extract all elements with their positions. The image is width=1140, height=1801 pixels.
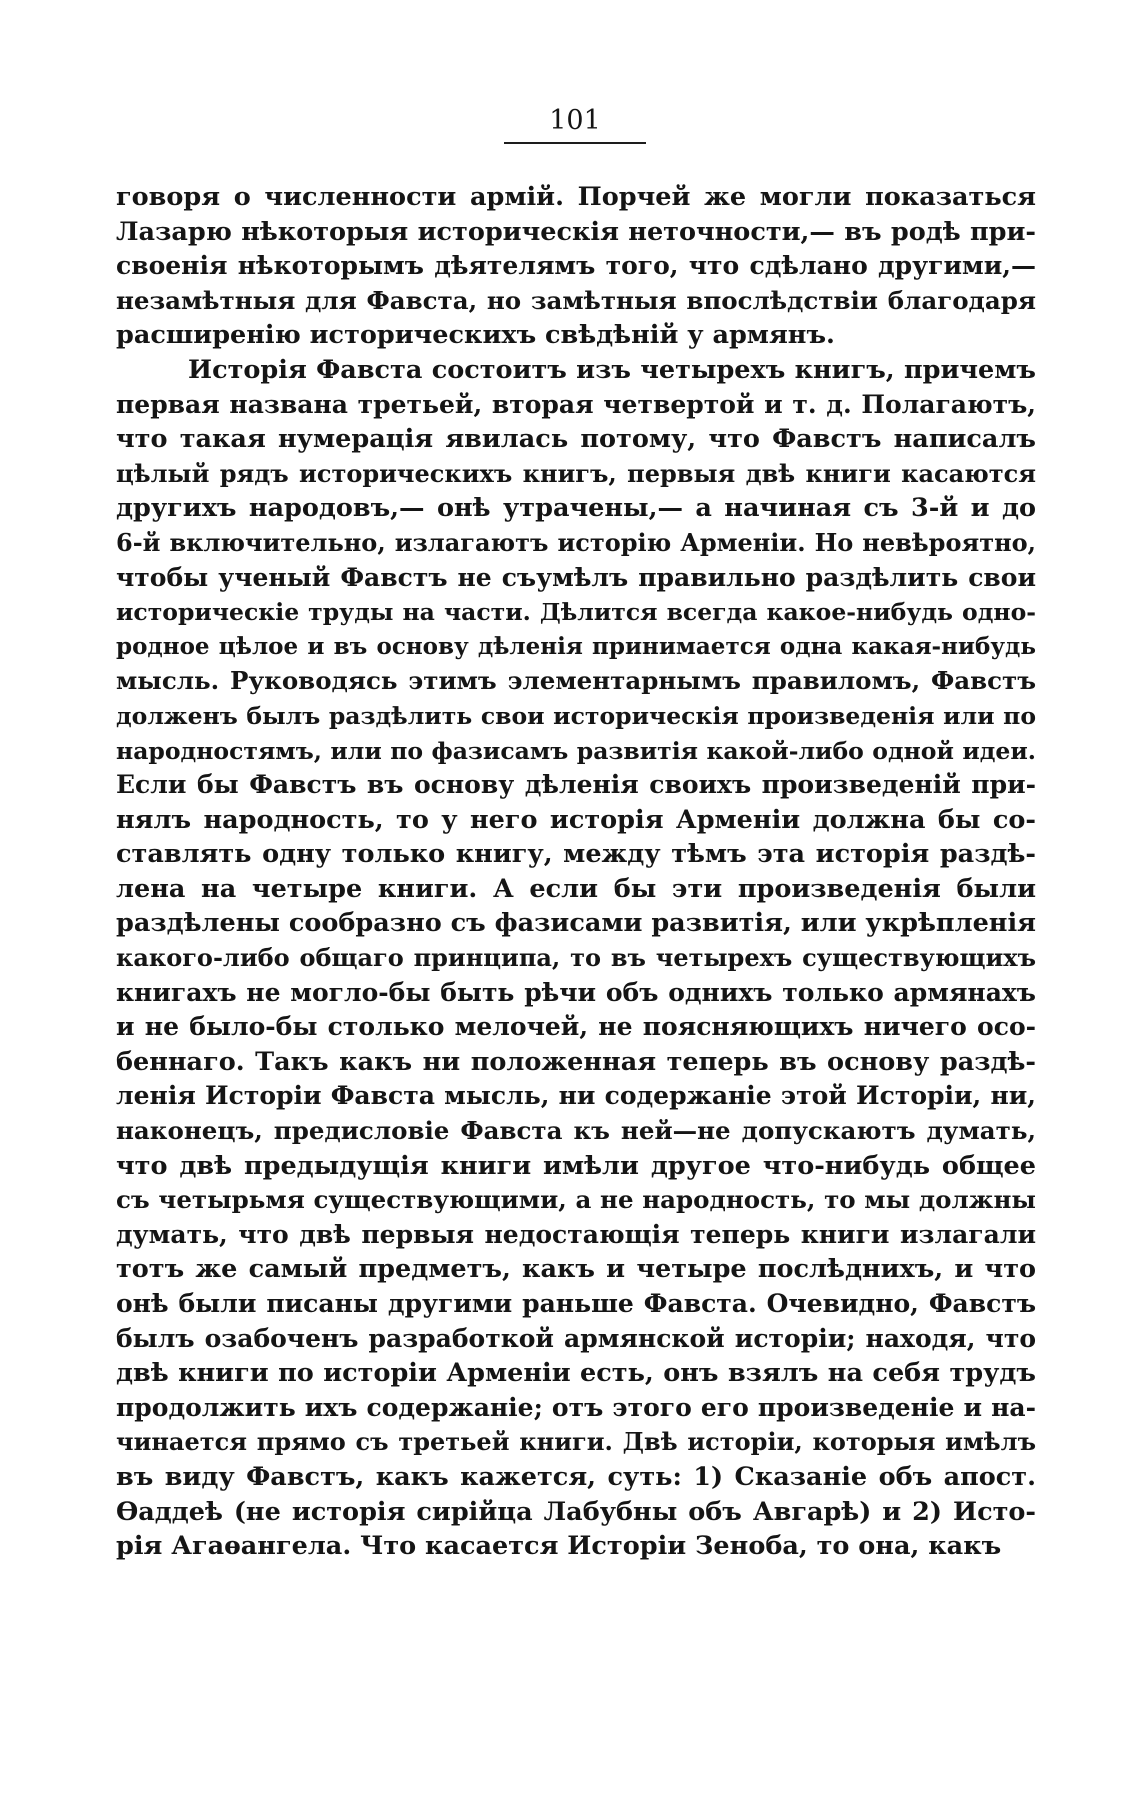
text-line: тотъ же самый предметъ, какъ и четыре послѣднихъ, и что: [116, 1254, 1036, 1285]
text-line: 6-й включительно, излагаютъ исторію Арменіи. Но невѣроятно,: [116, 527, 1036, 557]
text-line: ставлять одну только книгу, между тѣмъ эта исторія раздѣ-: [116, 839, 1036, 870]
text-line: Исторія Фавста состоитъ изъ четырехъ книгъ, причемъ: [188, 354, 1036, 385]
text-line: какого-либо общаго принципа, то въ четырехъ существующихъ: [116, 943, 1036, 973]
text-line: народностямъ, или по фазисамъ развитія какой-либо одной идеи.: [116, 736, 1036, 765]
text-line: лена на четыре книги. А если бы эти произведенія были: [116, 873, 1036, 904]
paragraph: [116, 180, 1036, 353]
text-line: онѣ были писаны другими раньше Фавста. Очевидно, Фавстъ: [116, 1289, 1036, 1318]
text-line: былъ озабоченъ разработкой армянской исторіи; находя, что: [116, 1323, 1036, 1353]
text-line: думать, что двѣ первыя недостающія теперь книги излагали: [116, 1219, 1036, 1249]
text-line: историческіе труды на части. Дѣлится всегда какое-нибудь одно-: [116, 598, 1036, 627]
text-line: рія Агаѳангела. Что касается Исторіи Зеноба, то она, какъ: [116, 1531, 1002, 1562]
text-line: двѣ книги по исторіи Арменіи есть, онъ взялъ на себя трудъ: [116, 1358, 1036, 1389]
text-line: беннаго. Такъ какъ ни положенная теперь въ основу раздѣ-: [116, 1046, 1036, 1077]
text-line: Ѳаддеѣ (не исторія сирійца Лабубны объ Авгарѣ) и 2) Исто-: [116, 1496, 1036, 1527]
text-line: расширенію историческихъ свѣдѣній у армянъ.: [116, 320, 835, 351]
text-line: мысль. Руководясь этимъ элементарнымъ правиломъ, Фавстъ: [116, 666, 1036, 696]
text-line: что двѣ предыдущія книги имѣли другое что-нибудь общее: [116, 1150, 1036, 1181]
page-number: 101: [549, 105, 601, 136]
text-line: въ виду Фавстъ, какъ кажется, суть: 1) Сказаніе объ апост.: [116, 1461, 1036, 1492]
text-line: незамѣтныя для Фавста, но замѣтныя впослѣдствіи благодаря: [116, 285, 1036, 315]
text-line: продолжить ихъ содержаніе; отъ этого его произведеніе и на-: [116, 1392, 1036, 1422]
paragraph: [116, 353, 1036, 1564]
text-line: что такая нумерація явилась потому, что Фавстъ написалъ: [116, 424, 1036, 455]
text-line: первая названа третьей, вторая четвертой и т. д. Полагаютъ,: [116, 389, 1036, 419]
text-line: Лазарю нѣкоторыя историческія неточности,— въ родѣ при-: [116, 216, 1036, 247]
text-line: своенія нѣкоторымъ дѣятелямъ того, что сдѣлано другими,—: [116, 251, 1036, 281]
text-line: съ четырьмя существующими, а не народность, то мы должны: [116, 1185, 1036, 1215]
text-line: наконецъ, предисловіе Фавста къ ней—не допускаютъ думать,: [116, 1116, 1036, 1146]
text-line: книгахъ не могло-бы быть рѣчи объ однихъ только армянахъ: [116, 977, 1036, 1007]
text-line: цѣлый рядъ историческихъ книгъ, первыя двѣ книги касаются: [116, 458, 1036, 488]
text-line: говоря о численности армій. Порчей же могли показаться: [116, 182, 1036, 212]
text-line: чинается прямо съ третьей книги. Двѣ исторіи, которыя имѣлъ: [116, 1427, 1036, 1457]
text-line: долженъ былъ раздѣлить свои историческія произведенія или по: [116, 701, 1036, 730]
text-line: чтобы ученый Фавстъ не съумѣлъ правильно раздѣлить свои: [116, 562, 1036, 592]
text-line: раздѣлены сообразно съ фазисами развитія, или укрѣпленія: [116, 908, 1036, 939]
text-line: ленія Исторіи Фавста мысль, ни содержаніе этой Исторіи, ни,: [116, 1081, 1036, 1111]
page-number-rule: [504, 142, 646, 144]
text-line: нялъ народность, то у него исторія Арменіи должна бы со-: [116, 804, 1036, 835]
text-line: родное цѣлое и въ основу дѣленія принимается одна какая-нибудь: [116, 632, 1036, 660]
text-line: и не было-бы столько мелочей, не поясняющихъ ничего осо-: [116, 1012, 1036, 1042]
text-line: другихъ народовъ,— онѣ утрачены,— а начиная съ 3-й и до: [116, 493, 1036, 524]
text-line: Если бы Фавстъ въ основу дѣленія своихъ произведеній при-: [116, 770, 1036, 800]
body-text: [116, 180, 1036, 1564]
